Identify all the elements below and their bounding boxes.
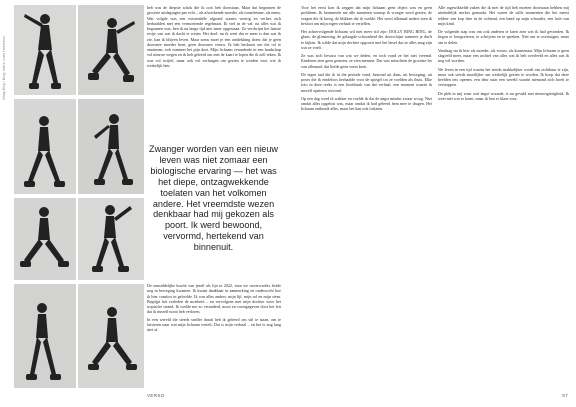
pull-quote: Zwanger worden van een nieuw leven was niet zomaar een biologische ervaring — het was het diepe, ontzagwekkende toelaten van het volkomen andere. Het vreemdste wezen denkbaar had mij gekozen als poort. Ik werd bewoond, vervormd, hertekend van binnenuit. xyxy=(149,144,278,253)
paragraph: De onmiddelijke kracht van jezelf als lijn in 2022, toen we onverwachts liefde nog in beweging kwamen. Ik kwam dankbaar in aanmerking en onderzocht hoe ik hier comfort in geloofde. Ik was alles anders: mijn lijf, mijn rol en mijn stem. Begrijpt het verleden de moeheid – en vervolgens met mijn dochter weer het tropische strand. Ik voelde me zo veranderd, mooi en vormgegeven door het feit dat ik mezelf nooit heb verloren. xyxy=(147,283,281,315)
text-column-2 xyxy=(438,5,569,390)
photo-3 xyxy=(14,99,76,194)
paragraph: Het achtervolgende lichaam wil niet meer stil zijn: DOLLY BING BING, de glans, de glinstering, de gelaagde schoonheid die doorschijnt wanneer je durft te kijken. Ik wilde dat mijn dochter opgroeit met het besef dat ze alles mag zijn wat ze voelt. xyxy=(301,29,432,50)
photo-1 xyxy=(14,5,76,95)
photo-credit: Gaby Bing / Bing, foto's: Loes Heerkens xyxy=(2,36,6,100)
paragraph: De volgende stap was om ook anderen te laten zien wat ik had gevonden. Ik begon te fotograferen, te schrijven en te spreken. Niet om te overtuigen, maar om te delen. xyxy=(438,29,569,45)
intro-column: heb was de diepste schok die ik ooit heb doorstaan. Maar dat begonnen de grootste uitdagingen pas echt – als afwerkende moeder, als transfemme, als mens. Wat volgde was een existentiële afgrond waarin veertig en verlies zich herhaalden met een vermoeiende regelmaat. Ik viel in de val: na alles wat ik begonnen was, ben ik na lange tijd niet meer opgestaan. Zo verdwijnt het laatste restje van wat ik dacht te weten. Het doel: nu ik weet dat er meer is dan wat ik zie, kan ik blijven leven. Maar soms moet je een ontdekking doen: dat je geen doorsnee moeder bent, geen doorsnee vrouw. Ik heb besloten om die rol te omarmen, ook wanneer het pijn doet. Mijn lichaam veranderde in een landschap vol nieuwe wegen en ik heb geleerd om met de kaart te lopen die ik zelf teken. Ik was vol twijfel, maar ook vol verlangen om gezien te worden voor wie ik werkelijk ben. xyxy=(147,5,281,68)
text-column-1 xyxy=(301,5,432,390)
paragraph: Alle ingewikkelde zaken die ik met de tijd heb moeten doorstaan hebben mij uiteindelijk sterker gemaakt. Het waren de stille momenten die het meest telden: een kop thee in de ochtend, een hand op mijn schouder, een lach van mijn kind. xyxy=(438,5,569,26)
right-page-text xyxy=(301,5,569,390)
page-number: 57 xyxy=(562,393,568,398)
paragraph: De eigen taal die ik in die periode vond, bestond uit dans, uit beweging, uit poses die ik eindeloos herhaalde voor de spiegel tot ze voelden als thuis. Elke foto in deze reeks is een hoofdstuk van dat verhaal, een moment waarin ik mezelf opnieuw uitvond. xyxy=(301,71,432,93)
paragraph: Ze was zich bewust van wat we deden, en toch vond ze het niet vreemd. Kinderen zien geen grenzen, ze zien mensen. Dat was misschien de grootste les van allemaal: dat liefde geen vorm kent. xyxy=(301,53,432,69)
photo-6 xyxy=(78,198,144,280)
photo-2 xyxy=(78,5,144,95)
photo-5 xyxy=(14,198,76,280)
body-column-left xyxy=(147,283,281,334)
footer-section-name: VERSO xyxy=(147,393,165,398)
paragraph: We leven in een tijd waarin het steeds makkelijker wordt om zichtbaar te zijn, maar ook steeds moeilijker om werkelijk gezien te worden. Ik hoop dat deze beelden iets openen, een deur naar een wereld waarin niemand zich hoeft te verstoppen. xyxy=(438,66,569,88)
photo-8 xyxy=(78,284,144,388)
paragraph: In een wereld die steeds sneller draait heb ik geleerd om stil te staan, om te luisteren naar wat mijn lichaam vertelt. Dat is mijn verhaal – en het is nog lang niet af. xyxy=(147,316,281,332)
paragraph: Op een dag werd ik wakker en voelde ik dat de angst minder zwaar woog. Niet omdat alles opgelost was, maar omdat ik had geleerd hem mee te dragen. Het lichaam onthoudt alles, maar het kan ook loslaten. xyxy=(301,95,432,112)
photo-7 xyxy=(14,284,76,388)
paragraph: Voor het eerst kon ik zeggen dat mijn lichaam geen object was en geen probleem. Ik herinnerde me alle manieren waarop ik vroeger werd gezien, de vragen die ik kreeg, de blikken die ik voelde. Het werd allemaal anders toen ik besloot om mijn eigen verhaal te vertellen. xyxy=(301,5,432,26)
photo-4 xyxy=(78,99,144,194)
paragraph: Vandaag sta ik hier als moeder, als vrouw, als kunstenaar. Mijn lichaam is geen slagveld meer, maar een archief van alles wat ik heb overleefd en alles wat ik nog wil worden. xyxy=(438,47,569,64)
paragraph: De plek in mij waar ooit angst woonde, is nu gevuld met nieuwsgierigheid. Ik weet niet wat er komt, maar ik ben er klaar voor. xyxy=(438,90,569,101)
